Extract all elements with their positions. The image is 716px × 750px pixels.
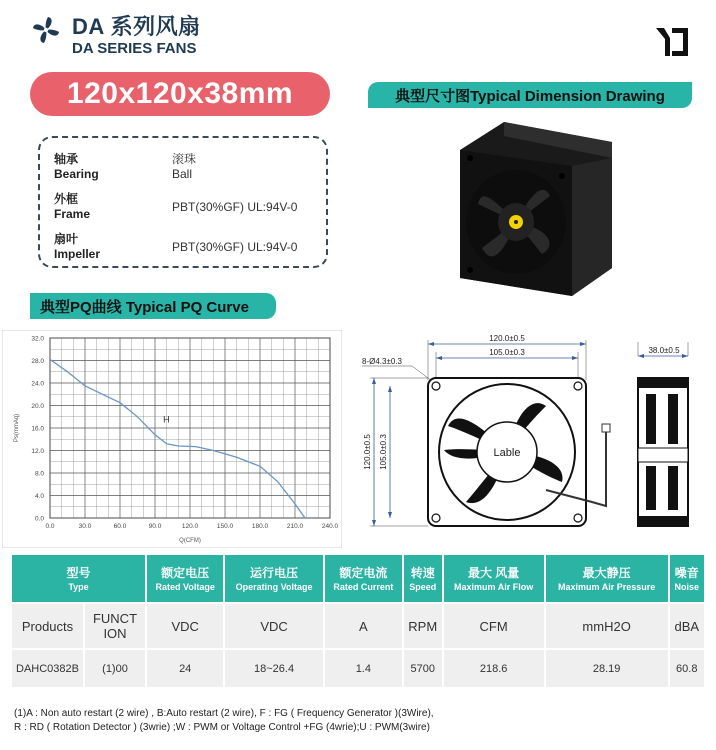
x-tick-label: 240.0 (321, 523, 339, 530)
unit-cell: dBA (669, 603, 704, 649)
x-axis-label: Q(CFM) (179, 538, 201, 544)
y-axis-label: Ps(mmAq) (14, 413, 20, 443)
y-tick-label: 24.0 (31, 380, 44, 388)
data-cell: 5700 (403, 649, 443, 687)
y-tick-label: 4.0 (34, 493, 44, 500)
side-dimension-drawing (624, 336, 698, 532)
th-operating-voltage: 运行电压 Operating Voltage (224, 555, 323, 603)
chart-grid (50, 338, 330, 518)
pq-curve-chart (2, 330, 342, 548)
x-tick-label: 0.0 (45, 523, 55, 530)
x-tick-label: 120.0 (181, 523, 199, 530)
dim-overall-height: 120.0±0.5 (363, 434, 372, 470)
data-cell: 28.19 (545, 649, 669, 687)
fan-logo-icon (30, 14, 62, 46)
th-speed: 转速 Speed (403, 555, 443, 603)
x-tick-label: 90.0 (148, 523, 162, 530)
table-unit-row (12, 603, 704, 649)
dim-hole-spacing: 105.0±0.3 (489, 348, 525, 357)
spec-impeller-value: PBT(30%GF) UL:94V-0 (172, 240, 298, 254)
x-tick-labels (45, 523, 338, 530)
x-tick-label: 210.0 (286, 523, 304, 530)
unit-cell: A (324, 603, 403, 649)
unit-cell: VDC (146, 603, 224, 649)
table-header-row (12, 555, 704, 603)
th-rated-current: 额定电流 Rated Current (324, 555, 403, 603)
y-tick-label: 32.0 (31, 335, 44, 343)
data-cell: DAHC0382B (12, 649, 84, 687)
x-tick-label: 180.0 (251, 523, 269, 530)
spec-bearing-label: 轴承 Bearing (54, 152, 99, 181)
y-tick-label: 12.0 (31, 448, 44, 455)
unit-cell: FUNCT ION (84, 603, 146, 649)
spec-table (12, 555, 704, 687)
spec-box (38, 136, 328, 268)
th-noise: 噪音 Noise (669, 555, 704, 603)
size-banner: 120x120x38mm (30, 72, 330, 116)
data-cell: 18~26.4 (224, 649, 323, 687)
unit-cell: CFM (443, 603, 545, 649)
curve-annotation: H (163, 414, 170, 425)
spec-bearing-value: 滚珠 Ball (172, 152, 197, 181)
fan-product-photo (452, 118, 616, 298)
series-title: DA 系列风扇 (72, 14, 201, 39)
unit-cell: RPM (403, 603, 443, 649)
data-cell: (1)00 (84, 649, 146, 687)
front-dimension-drawing (356, 330, 618, 530)
y-tick-label: 8.0 (34, 470, 44, 478)
table-row (12, 649, 704, 687)
y-tick-label: 0.0 (34, 515, 44, 523)
data-cell: 1.4 (324, 649, 403, 687)
y-tick-label: 16.0 (31, 425, 44, 433)
data-cell: 24 (146, 649, 224, 687)
th-max-air-pressure: 最大静压 Maximum Air Pressure (545, 555, 669, 603)
unit-cell: mmH2O (545, 603, 669, 649)
spec-frame-value: PBT(30%GF) UL:94V-0 (172, 200, 298, 214)
x-tick-label: 60.0 (113, 523, 127, 530)
unit-cell: Products (12, 603, 84, 649)
x-tick-label: 30.0 (78, 523, 92, 530)
y-tick-label: 28.0 (31, 358, 44, 365)
dim-depth: 38.0±0.5 (648, 346, 680, 355)
data-cell: 218.6 (443, 649, 545, 687)
unit-cell: VDC (224, 603, 323, 649)
series-subtitle: DA SERIES FANS (72, 40, 197, 57)
dim-hole-diameter: 8-Ø4.3±0.3 (362, 357, 402, 366)
y-tick-label: 20.0 (31, 403, 44, 410)
th-max-air-flow: 最大 风量 Maximum Air Flow (443, 555, 545, 603)
dimension-section-header: 典型尺寸图Typical Dimension Drawing (368, 82, 692, 108)
data-cell: 60.8 (669, 649, 704, 687)
x-tick-label: 150.0 (216, 523, 234, 530)
pq-section-header: 典型PQ曲线 Typical PQ Curve (30, 293, 276, 319)
function-footnote (14, 707, 704, 735)
footnote-line-1: (1)A : Non auto restart (2 wire) , B:Auto restart (2 wire), F : FG ( Frequency Generator )(3Wire), (14, 708, 434, 719)
brand-logo-icon (654, 26, 690, 58)
spec-impeller-label: 扇叶 Impeller (54, 232, 101, 261)
th-type: 型号 Type (12, 555, 146, 603)
hub-label-text: Lable (493, 447, 521, 459)
spec-frame-label: 外框 Frame (54, 192, 91, 221)
footnote-line-2: R : RD ( Rotation Detector ) (3wrie) ;W : PWM or Voltage Control +FG (4wrie);U : PWM(3wire) (14, 722, 430, 733)
dim-overall-width: 120.0±0.5 (489, 334, 525, 343)
dim-hole-spacing-vertical: 105.0±0.3 (379, 434, 388, 470)
th-rated-voltage: 额定电压 Rated Voltage (146, 555, 224, 603)
